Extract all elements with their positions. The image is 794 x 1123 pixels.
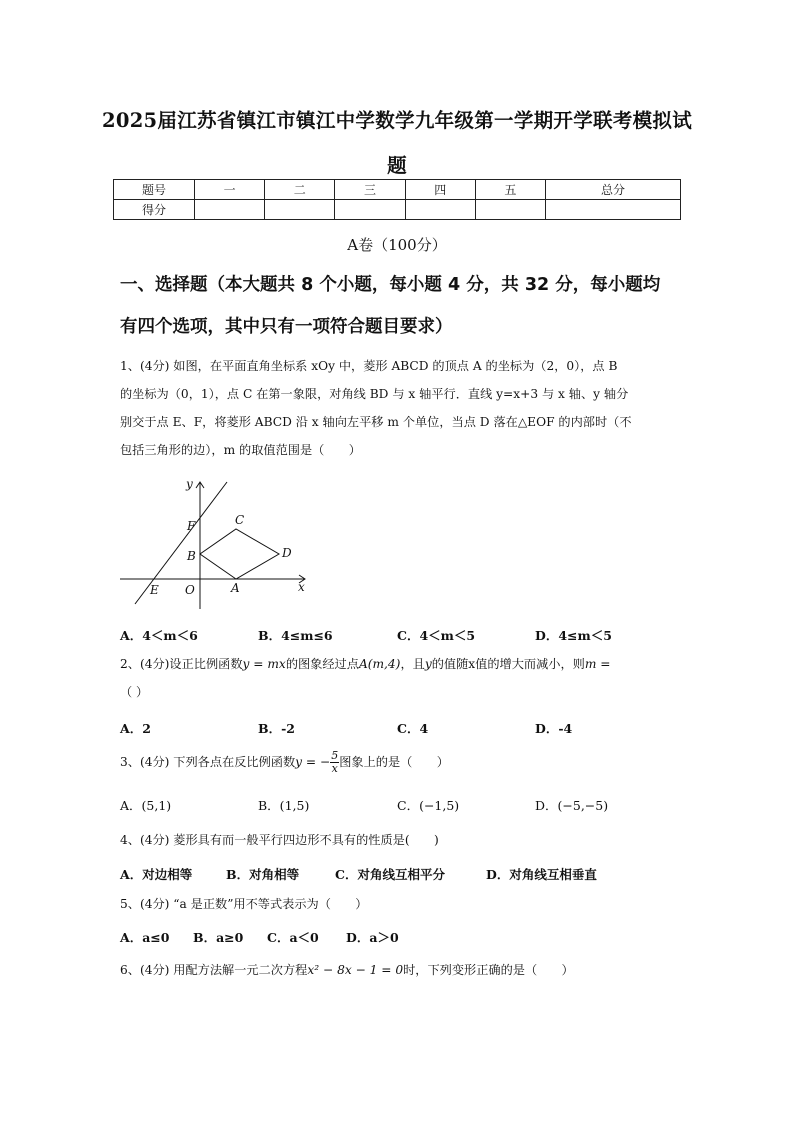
score-cell[interactable] (405, 200, 475, 220)
question-3-function-left: y = − (295, 755, 331, 769)
question-1-line: 别交于点 E、F，将菱形 ABCD 沿 x 轴向左平移 m 个单位，当点 D 落在△EOF 的内部时（不 (120, 415, 632, 429)
question-5-options (0, 928, 794, 946)
label-b: B (187, 549, 196, 563)
line-y-equals-x-plus-3 (135, 482, 227, 604)
section-heading-line1: 一、选择题（本大题共 8 个小题，每小题 4 分，共 32 分，每小题均 (120, 275, 661, 295)
option-a[interactable]: A．4＜m＜6 (120, 628, 198, 643)
question-3-options (0, 796, 794, 814)
question-2-line: （ ） (120, 685, 149, 699)
label-f: F (187, 519, 196, 533)
option-c[interactable]: C．(−1,5) (397, 798, 460, 813)
option-d[interactable]: D．a＞0 (346, 930, 399, 945)
question-2-text: 的值随x值的增大而减小，则 (431, 657, 585, 671)
section-a-heading: A卷（100分） (347, 236, 447, 254)
score-header-cell: 二 (265, 180, 335, 200)
page-title-continued: 题 (387, 154, 407, 177)
score-cell[interactable] (475, 200, 545, 220)
question-1-line: 1、(4分) 如图，在平面直角坐标系 xOy 中，菱形 ABCD 的顶点 A 的坐标为（2，0），点 B (120, 359, 618, 373)
score-header-cell: 题号 (114, 180, 195, 200)
label-a: A (231, 581, 240, 595)
question-6-text: 6、(4分) 用配方法解一元二次方程 (120, 963, 308, 977)
option-b[interactable]: B．4≤m≤6 (258, 628, 333, 643)
question-3-text: 3、(4分) 下列各点在反比例函数 (120, 755, 296, 769)
option-b[interactable]: B．a≥0 (193, 930, 244, 945)
question-2-line (120, 650, 682, 678)
score-cell[interactable] (265, 200, 335, 220)
rhombus-abcd (200, 529, 279, 579)
option-b[interactable]: B．-2 (258, 721, 295, 736)
option-c[interactable]: C．对角线互相平分 (335, 867, 445, 882)
score-table-header-row (114, 180, 681, 200)
question-4: 4、(4分) 菱形具有而一般平行四边形不具有的性质是( ) (120, 833, 439, 847)
score-table (113, 179, 681, 220)
label-c: C (235, 513, 245, 527)
question-2-options (0, 719, 794, 737)
section-heading-line2: 有四个选项，其中只有一项符合题目要求） (120, 317, 453, 337)
score-row-label: 得分 (114, 200, 195, 220)
score-header-cell: 总分 (546, 180, 681, 200)
page-title: 2025届江苏省镇江市镇江中学数学九年级第一学期开学联考模拟试 (101, 109, 693, 132)
label-y: y (186, 477, 193, 491)
question-2 (120, 650, 682, 706)
fraction-denominator: x (331, 762, 338, 775)
question-3 (120, 748, 682, 776)
option-a[interactable]: A．(5,1) (120, 798, 172, 813)
option-d[interactable]: D．(−5,−5) (535, 798, 609, 813)
score-header-cell: 五 (475, 180, 545, 200)
score-cell[interactable] (335, 200, 405, 220)
option-a[interactable]: A．对边相等 (120, 867, 193, 882)
question-6 (120, 956, 682, 984)
option-d[interactable]: D．对角线互相垂直 (486, 867, 597, 882)
question-2-text: 的图象经过点 (285, 657, 359, 671)
option-c[interactable]: C．4＜m＜5 (397, 628, 476, 643)
score-table-score-row (114, 200, 681, 220)
score-cell[interactable] (546, 200, 681, 220)
question-2-y: y (424, 657, 432, 671)
question-2-point: A(m,4) (358, 657, 401, 671)
label-e: E (150, 583, 159, 597)
question-2-function: y = mx (242, 657, 286, 671)
fraction-numerator: 5 (331, 749, 339, 762)
option-b[interactable]: B．(1,5) (258, 798, 310, 813)
question-3-fraction (330, 750, 339, 775)
question-2-text: ，且 (400, 657, 425, 671)
question-1 (120, 352, 682, 464)
question-2-text: 2、(4分)设正比例函数 (120, 657, 243, 671)
score-header-cell: 一 (195, 180, 265, 200)
label-x: x (298, 580, 305, 594)
score-cell[interactable] (195, 200, 265, 220)
question-6-equation: x² − 8x − 1 = 0 (307, 963, 404, 977)
question-5: 5、(4分) “a 是正数”用不等式表示为（ ） (120, 897, 368, 911)
question-1-line: 包括三角形的边），m 的取值范围是（ ） (120, 443, 361, 457)
option-c[interactable]: C．4 (397, 721, 429, 736)
option-a[interactable]: A．2 (120, 721, 151, 736)
score-header-cell: 三 (335, 180, 405, 200)
question-1-line: 的坐标为（0，1），点 C 在第一象限，对角线 BD 与 x 轴平行．直线 y=x+3 与 x 轴、y 轴分 (120, 387, 629, 401)
question-3-text: 图象上的是（ ） (339, 755, 449, 769)
question-2-m: m = (584, 657, 611, 671)
label-d: D (282, 546, 292, 560)
option-c[interactable]: C．a＜0 (267, 930, 319, 945)
rhombus-figure (115, 474, 315, 614)
question-6-text: 时，下列变形正确的是（ ） (403, 963, 574, 977)
option-a[interactable]: A．a≤0 (120, 930, 170, 945)
score-header-cell: 四 (405, 180, 475, 200)
question-4-options (0, 865, 794, 883)
option-b[interactable]: B．对角相等 (226, 867, 300, 882)
option-d[interactable]: D．4≤m＜5 (535, 628, 612, 643)
question-1-options (0, 626, 794, 644)
option-d[interactable]: D．-4 (535, 721, 573, 736)
label-o: O (185, 583, 195, 597)
